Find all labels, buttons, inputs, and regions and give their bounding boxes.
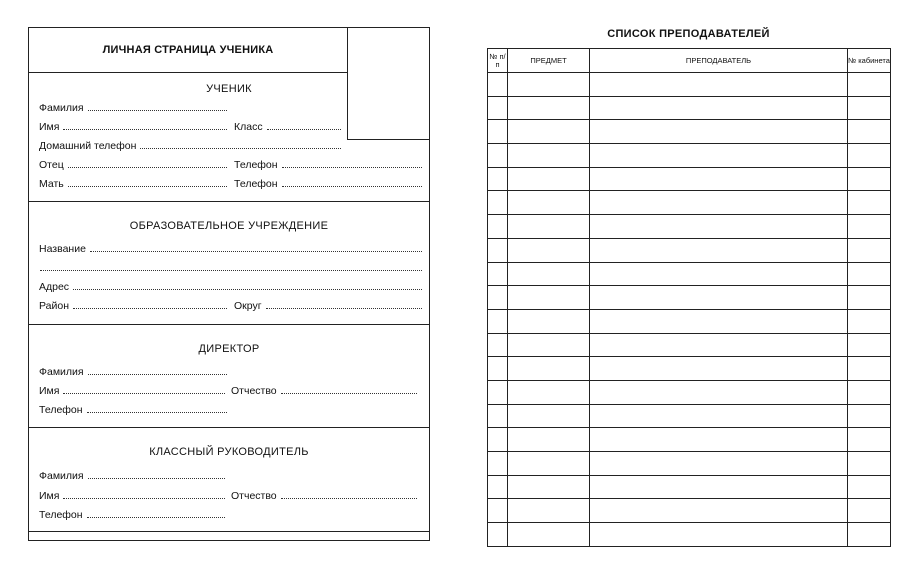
num-cell[interactable] (488, 96, 508, 120)
table-row (488, 475, 891, 499)
school-address-label: Адрес (39, 281, 70, 293)
student-class-field[interactable] (234, 120, 341, 133)
teacher-cell[interactable] (590, 309, 848, 333)
table-row (488, 144, 891, 168)
table-row (488, 452, 891, 476)
director-phone-field[interactable] (39, 403, 227, 416)
num-cell[interactable] (488, 475, 508, 499)
teacher-cell[interactable] (590, 262, 848, 286)
table-row (488, 380, 891, 404)
room-cell[interactable] (848, 452, 891, 476)
subject-cell[interactable] (508, 404, 590, 428)
room-cell[interactable] (848, 428, 891, 452)
mother-field[interactable] (39, 177, 227, 190)
student-surname-label: Фамилия (39, 102, 84, 114)
subject-cell[interactable] (508, 428, 590, 452)
school-district-label: Район (39, 300, 69, 312)
school-address-field[interactable] (39, 280, 422, 293)
subject-cell[interactable] (508, 120, 590, 144)
teacher-cell[interactable] (590, 333, 848, 357)
table-row (488, 309, 891, 333)
room-cell[interactable] (848, 286, 891, 310)
table-row (488, 238, 891, 262)
student-home-phone-field[interactable] (39, 139, 341, 152)
num-cell[interactable] (488, 499, 508, 523)
num-cell[interactable] (488, 357, 508, 381)
student-name-label: Имя (39, 121, 60, 133)
num-cell[interactable] (488, 428, 508, 452)
table-row (488, 96, 891, 120)
column-header-teacher: ПРЕПОДАВАТЕЛЬ (590, 49, 848, 73)
father-label: Отец (39, 159, 64, 171)
table-row (488, 167, 891, 191)
teacher-cell[interactable] (590, 404, 848, 428)
subject-cell[interactable] (508, 357, 590, 381)
class-teacher-name-field[interactable] (39, 489, 225, 502)
personal-page-title: ЛИЧНАЯ СТРАНИЦА УЧЕНИКА (29, 28, 347, 73)
director-heading: ДИРЕКТОР (198, 343, 260, 355)
subject-cell[interactable] (508, 96, 590, 120)
teacher-cell[interactable] (590, 286, 848, 310)
subject-cell[interactable] (508, 286, 590, 310)
subject-cell[interactable] (508, 167, 590, 191)
room-cell[interactable] (848, 167, 891, 191)
table-row (488, 191, 891, 215)
director-name-label: Имя (39, 385, 60, 397)
num-cell[interactable] (488, 120, 508, 144)
class-teacher-patronymic-field[interactable] (231, 489, 417, 502)
teacher-cell[interactable] (590, 499, 848, 523)
director-patronymic-label: Отчество (231, 385, 277, 397)
num-cell[interactable] (488, 286, 508, 310)
num-cell[interactable] (488, 215, 508, 239)
class-teacher-name-label: Имя (39, 490, 60, 502)
class-teacher-phone-field[interactable] (39, 508, 225, 521)
father-field[interactable] (39, 158, 227, 171)
section-divider (29, 531, 429, 532)
mother-phone-field[interactable] (234, 177, 422, 190)
subject-cell[interactable] (508, 499, 590, 523)
room-cell[interactable] (848, 215, 891, 239)
teacher-cell[interactable] (590, 428, 848, 452)
class-teacher-patronymic-label: Отчество (231, 490, 277, 502)
room-cell[interactable] (848, 120, 891, 144)
subject-cell[interactable] (508, 262, 590, 286)
room-cell[interactable] (848, 380, 891, 404)
school-name-field[interactable] (39, 242, 422, 255)
num-cell[interactable] (488, 380, 508, 404)
num-cell[interactable] (488, 73, 508, 97)
room-cell[interactable] (848, 96, 891, 120)
subject-cell[interactable] (508, 452, 590, 476)
room-cell[interactable] (848, 333, 891, 357)
room-cell[interactable] (848, 404, 891, 428)
table-row (488, 73, 891, 97)
subject-cell[interactable] (508, 309, 590, 333)
subject-cell[interactable] (508, 73, 590, 97)
teacher-cell[interactable] (590, 475, 848, 499)
teacher-cell[interactable] (590, 96, 848, 120)
personal-page (28, 27, 430, 541)
teacher-cell[interactable] (590, 73, 848, 97)
mother-phone-label: Телефон (234, 178, 278, 190)
director-surname-field[interactable] (39, 365, 227, 378)
teacher-cell[interactable] (590, 357, 848, 381)
num-cell[interactable] (488, 191, 508, 215)
table-row (488, 404, 891, 428)
teacher-cell[interactable] (590, 452, 848, 476)
student-heading: УЧЕНИК (206, 83, 252, 95)
director-name-field[interactable] (39, 384, 225, 397)
table-row (488, 523, 891, 547)
num-cell[interactable] (488, 452, 508, 476)
column-header-room: № кабинета (848, 49, 891, 73)
room-cell[interactable] (848, 262, 891, 286)
column-header-subject: ПРЕДМЕТ (508, 49, 590, 73)
student-home-phone-label: Домашний телефон (39, 140, 137, 152)
section-divider (29, 324, 429, 325)
table-row (488, 357, 891, 381)
school-okrug-label: Округ (234, 300, 262, 312)
room-cell[interactable] (848, 73, 891, 97)
num-cell[interactable] (488, 238, 508, 262)
teacher-cell[interactable] (590, 167, 848, 191)
room-cell[interactable] (848, 191, 891, 215)
table-row (488, 286, 891, 310)
subject-cell[interactable] (508, 380, 590, 404)
section-divider (29, 427, 429, 428)
room-cell[interactable] (848, 357, 891, 381)
student-class-label: Класс (234, 121, 263, 133)
num-cell[interactable] (488, 167, 508, 191)
teacher-cell[interactable] (590, 380, 848, 404)
column-header-num: № п/п (488, 49, 508, 73)
room-cell[interactable] (848, 475, 891, 499)
teacher-cell[interactable] (590, 120, 848, 144)
subject-cell[interactable] (508, 523, 590, 547)
teacher-cell[interactable] (590, 191, 848, 215)
room-cell[interactable] (848, 523, 891, 547)
student-surname-field[interactable] (39, 101, 227, 114)
subject-cell[interactable] (508, 333, 590, 357)
table-row (488, 333, 891, 357)
director-patronymic-field[interactable] (231, 384, 417, 397)
subject-cell[interactable] (508, 215, 590, 239)
table-row (488, 262, 891, 286)
teacher-cell[interactable] (590, 238, 848, 262)
school-name-continued-field[interactable] (39, 261, 422, 271)
table-row (488, 499, 891, 523)
table-row (488, 428, 891, 452)
teacher-cell[interactable] (590, 523, 848, 547)
num-cell[interactable] (488, 404, 508, 428)
director-phone-label: Телефон (39, 404, 83, 416)
subject-cell[interactable] (508, 475, 590, 499)
school-okrug-field[interactable] (234, 299, 422, 312)
school-district-field[interactable] (39, 299, 227, 312)
school-name-label: Название (39, 243, 86, 255)
num-cell[interactable] (488, 333, 508, 357)
room-cell[interactable] (848, 499, 891, 523)
subject-cell[interactable] (508, 238, 590, 262)
room-cell[interactable] (848, 238, 891, 262)
teacher-cell[interactable] (590, 144, 848, 168)
room-cell[interactable] (848, 144, 891, 168)
table-row (488, 215, 891, 239)
num-cell[interactable] (488, 144, 508, 168)
subject-cell[interactable] (508, 144, 590, 168)
class-teacher-surname-field[interactable] (39, 469, 225, 482)
class-teacher-heading: КЛАССНЫЙ РУКОВОДИТЕЛЬ (149, 446, 309, 458)
director-surname-label: Фамилия (39, 366, 84, 378)
room-cell[interactable] (848, 309, 891, 333)
student-name-field[interactable] (39, 120, 227, 133)
mother-label: Мать (39, 178, 64, 190)
num-cell[interactable] (488, 309, 508, 333)
subject-cell[interactable] (508, 191, 590, 215)
teachers-table (487, 48, 891, 547)
class-teacher-surname-label: Фамилия (39, 470, 84, 482)
section-divider (29, 201, 429, 202)
father-phone-field[interactable] (234, 158, 422, 171)
teachers-list (487, 48, 890, 542)
father-phone-label: Телефон (234, 159, 278, 171)
teachers-list-title: СПИСОК ПРЕПОДАВАТЕЛЕЙ (607, 28, 770, 40)
class-teacher-phone-label: Телефон (39, 509, 83, 521)
school-heading: ОБРАЗОВАТЕЛЬНОЕ УЧРЕЖДЕНИЕ (129, 220, 329, 232)
table-header-row (488, 49, 891, 73)
num-cell[interactable] (488, 523, 508, 547)
table-row (488, 120, 891, 144)
num-cell[interactable] (488, 262, 508, 286)
teacher-cell[interactable] (590, 215, 848, 239)
